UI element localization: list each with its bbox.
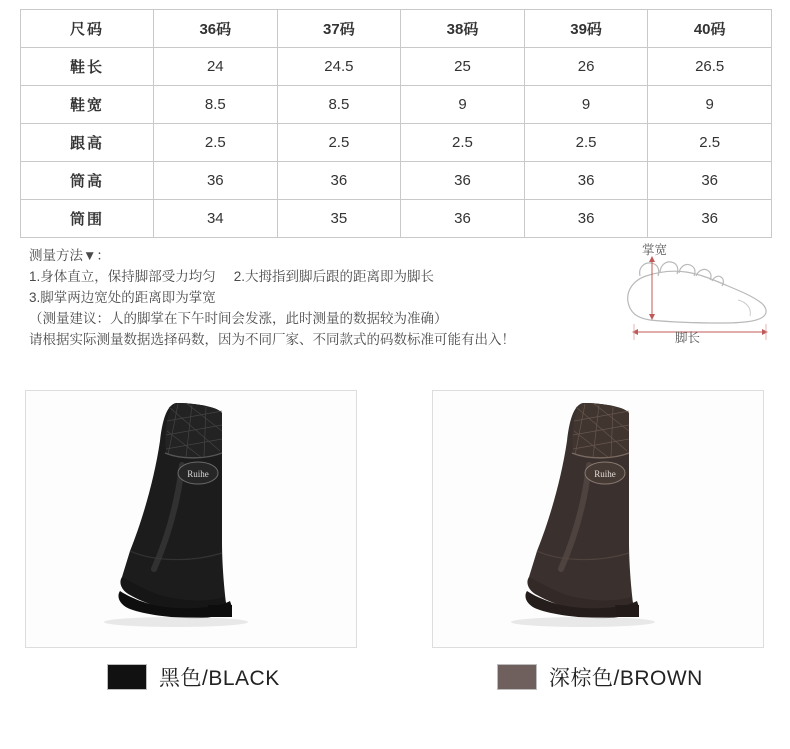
table-cell: 2.5: [277, 124, 401, 162]
row-label: 鞋宽: [21, 86, 154, 124]
ground-shadow: [104, 617, 248, 627]
notes-line-4: 请根据实际测量数据选择码数，因为不同厂家、不同款式的码数标准可能有出入！: [29, 332, 515, 347]
table-cell: 36: [648, 200, 772, 238]
table-cell: 36: [401, 200, 525, 238]
color-caption-black: [107, 662, 280, 692]
size-table-container: [20, 9, 772, 238]
row-label: 筒围: [21, 200, 154, 238]
table-cell: 24: [154, 48, 278, 86]
table-header-row: [21, 10, 772, 48]
table-cell: 2.5: [401, 124, 525, 162]
boot-illustration-brown: [433, 391, 763, 647]
product-photo-black: [25, 390, 357, 648]
toe-1: [640, 263, 659, 276]
table-row: [21, 48, 772, 86]
length-arrow-left: [632, 329, 638, 335]
table-cell: 36: [648, 162, 772, 200]
boot-heel: [208, 605, 232, 617]
width-arrow-bottom: [649, 314, 655, 320]
row-label: 鞋长: [21, 48, 154, 86]
table-cell: 2.5: [154, 124, 278, 162]
product-photo-brown: [432, 390, 764, 648]
table-header-cell: 38码: [401, 10, 525, 48]
width-label: 掌宽: [642, 243, 668, 257]
ground-shadow: [511, 617, 655, 627]
table-cell: 36: [524, 200, 648, 238]
table-header-cell: 40码: [648, 10, 772, 48]
table-row: [21, 124, 772, 162]
table-cell: 36: [154, 162, 278, 200]
table-cell: 26: [524, 48, 648, 86]
table-cell: 2.5: [524, 124, 648, 162]
brand-badge-text: Ruihe: [187, 469, 209, 479]
table-cell: 25: [401, 48, 525, 86]
heel-curve: [738, 300, 750, 316]
table-cell: 9: [401, 86, 525, 124]
color-caption-brown: [497, 662, 703, 692]
table-cell: 8.5: [154, 86, 278, 124]
notes-line-1b: 2.大拇指到脚后跟的距离即为脚长: [233, 269, 435, 284]
color-caption-label: 深棕色/BROWN: [549, 667, 703, 690]
table-cell: 2.5: [648, 124, 772, 162]
row-label: 跟高: [21, 124, 154, 162]
table-cell: 9: [524, 86, 648, 124]
color-swatch-brown: [497, 664, 537, 690]
table-cell: 35: [277, 200, 401, 238]
table-cell: 8.5: [277, 86, 401, 124]
table-row: [21, 162, 772, 200]
notes-title: 测量方法▼：: [29, 248, 110, 263]
notes-line-1: [29, 266, 589, 287]
table-row: [21, 200, 772, 238]
table-cell: 34: [154, 200, 278, 238]
table-cell: 36: [524, 162, 648, 200]
foot-shape: [628, 271, 766, 323]
boot-heel: [615, 605, 639, 617]
table-cell: 9: [648, 86, 772, 124]
table-cell: 36: [277, 162, 401, 200]
measurement-notes: [29, 245, 589, 350]
table-row: [21, 86, 772, 124]
table-header-cell: 尺码: [21, 10, 154, 48]
color-swatch-black: [107, 664, 147, 690]
notes-line-1a: 1.身体直立，保持脚部受力均匀: [29, 269, 216, 284]
notes-line-2: 3.脚掌两边宽处的距离即为掌宽: [29, 290, 216, 305]
toe-3: [679, 264, 695, 276]
row-label: 筒高: [21, 162, 154, 200]
color-caption-label: 黑色/BLACK: [159, 667, 280, 690]
table-cell: 36: [401, 162, 525, 200]
table-header-cell: 37码: [277, 10, 401, 48]
table-cell: 24.5: [277, 48, 401, 86]
length-arrow-right: [762, 329, 768, 335]
table-header-cell: 36码: [154, 10, 278, 48]
boot-illustration-black: [26, 391, 356, 647]
brand-badge-text: Ruihe: [594, 469, 616, 479]
length-label: 脚长: [675, 331, 701, 345]
size-table: [20, 9, 772, 238]
table-header-cell: 39码: [524, 10, 648, 48]
table-cell: 26.5: [648, 48, 772, 86]
notes-line-3: （测量建议：人的脚掌在下午时间会发涨，此时测量的数据较为准确）: [29, 311, 448, 326]
foot-measure-diagram: [620, 240, 780, 350]
